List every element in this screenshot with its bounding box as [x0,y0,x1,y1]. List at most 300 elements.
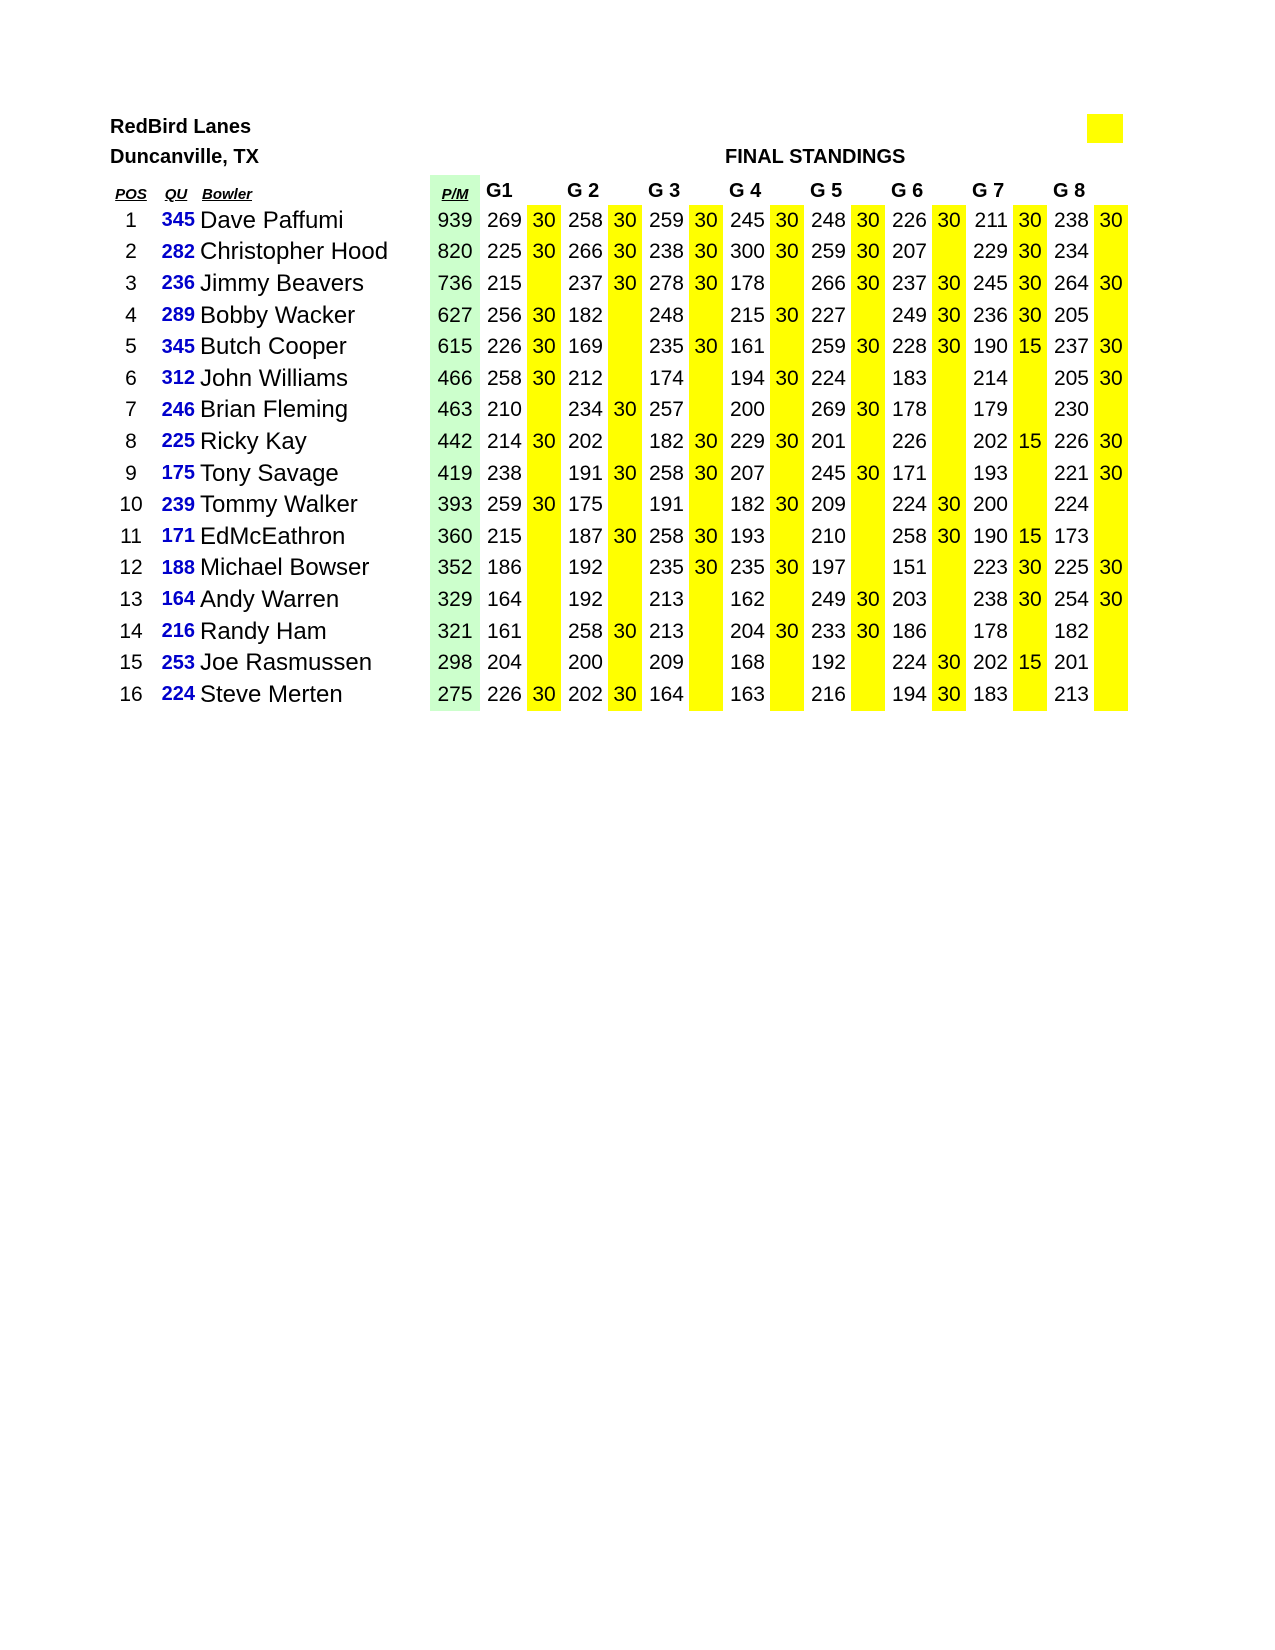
qualifying-cell: 289 [161,304,195,327]
header-row [110,175,1128,205]
game-5-score-cell: 249 [810,587,846,611]
game-8-bonus-cell: 30 [1094,584,1128,616]
table-row [110,268,1128,300]
game-8-score-cell: 182 [1053,619,1089,643]
qualifying-cell: 345 [161,335,195,358]
plus-minus-cell: 736 [430,268,480,300]
game-3-score-cell: 258 [648,461,684,485]
game-8-score-cell: 254 [1053,587,1089,611]
game-5-bonus-cell: 30 [851,458,885,490]
game-8-bonus-cell: 30 [1094,553,1128,585]
game-3-bonus-cell: 30 [689,268,723,300]
game-2-score-cell: 169 [567,335,603,359]
game-5-score-cell: 266 [810,271,846,295]
game-3-bonus-cell [689,647,723,679]
game-2-score-cell: 192 [567,587,603,611]
table-row [110,395,1128,427]
game-3-bonus-cell [689,616,723,648]
game-7-score-cell: 238 [972,587,1008,611]
game-6-bonus-cell [932,553,966,585]
position-cell: 3 [125,271,137,295]
game-7-bonus-cell: 15 [1013,647,1047,679]
game-8-bonus-cell [1094,300,1128,332]
qualifying-cell: 312 [161,367,195,390]
game-3-score-cell: 164 [648,682,684,706]
game-2-bonus-cell [608,300,642,332]
game-5-score-cell: 197 [810,556,846,580]
game-5-score-cell: 227 [810,303,846,327]
qualifying-cell: 239 [161,493,195,516]
game-7-score-cell: 202 [972,651,1008,675]
game-1-score-cell: 215 [486,271,522,295]
game-4-bonus-cell [770,268,804,300]
position-cell: 13 [119,587,143,611]
game-2-score-cell: 187 [567,524,603,548]
col-header-g6: G 6 [891,180,924,202]
qualifying-cell: 282 [161,240,195,263]
game-5-bonus-cell [851,363,885,395]
game-3-score-cell: 259 [648,208,684,232]
game-1-score-cell: 258 [486,366,522,390]
game-8-score-cell: 201 [1053,651,1089,675]
game-5-bonus-cell [851,489,885,521]
game-1-bonus-cell [527,395,561,427]
table-row [110,679,1128,711]
game-7-bonus-cell: 15 [1013,331,1047,363]
game-5-bonus-cell [851,553,885,585]
game-7-score-cell: 179 [972,398,1008,422]
game-5-bonus-cell: 30 [851,205,885,237]
game-6-score-cell: 228 [891,335,927,359]
game-7-score-cell: 245 [972,271,1008,295]
game-1-score-cell: 226 [486,335,522,359]
plus-minus-cell: 298 [430,647,480,679]
game-2-score-cell: 258 [567,619,603,643]
game-1-bonus-cell [527,521,561,553]
game-7-bonus-cell: 15 [1013,426,1047,458]
game-4-bonus-cell: 30 [770,300,804,332]
game-1-score-cell: 215 [486,524,522,548]
game-3-bonus-cell: 30 [689,553,723,585]
game-6-bonus-cell: 30 [932,331,966,363]
game-6-bonus-cell [932,237,966,269]
game-6-score-cell: 203 [891,587,927,611]
game-7-bonus-cell [1013,489,1047,521]
game-5-score-cell: 201 [810,429,846,453]
position-cell: 6 [125,366,137,390]
plus-minus-cell: 627 [430,300,480,332]
game-6-score-cell: 237 [891,271,927,295]
game-5-bonus-cell [851,679,885,711]
game-8-score-cell: 213 [1053,682,1089,706]
game-7-score-cell: 223 [972,556,1008,580]
game-1-bonus-cell: 30 [527,331,561,363]
game-7-score-cell: 202 [972,429,1008,453]
game-8-bonus-cell [1094,521,1128,553]
qualifying-cell: 175 [161,462,195,485]
qualifying-cell: 246 [161,398,195,421]
game-1-bonus-cell: 30 [527,426,561,458]
game-6-score-cell: 226 [891,429,927,453]
game-1-score-cell: 259 [486,493,522,517]
game-7-bonus-cell: 30 [1013,237,1047,269]
game-7-score-cell: 178 [972,619,1008,643]
position-cell: 9 [125,461,137,485]
bowler-name-cell: Joe Rasmussen [200,649,373,677]
game-3-bonus-cell [689,584,723,616]
game-4-bonus-cell: 30 [770,426,804,458]
game-3-score-cell: 191 [648,493,684,517]
game-4-bonus-cell [770,458,804,490]
game-6-score-cell: 183 [891,366,927,390]
game-8-score-cell: 264 [1053,271,1089,295]
table-row [110,489,1128,521]
game-1-bonus-cell [527,584,561,616]
game-7-bonus-cell: 30 [1013,584,1047,616]
game-7-score-cell: 229 [972,240,1008,264]
game-3-score-cell: 235 [648,335,684,359]
game-6-bonus-cell [932,616,966,648]
game-2-bonus-cell [608,331,642,363]
game-6-bonus-cell: 30 [932,300,966,332]
game-1-score-cell: 186 [486,556,522,580]
game-2-bonus-cell [608,553,642,585]
game-4-score-cell: 194 [729,366,765,390]
game-7-bonus-cell [1013,679,1047,711]
game-4-bonus-cell: 30 [770,489,804,521]
bowler-name-cell: Andy Warren [200,585,340,613]
position-cell: 15 [119,651,143,675]
game-1-bonus-cell: 30 [527,363,561,395]
game-7-bonus-cell: 15 [1013,521,1047,553]
game-6-score-cell: 224 [891,651,927,675]
game-4-bonus-cell: 30 [770,205,804,237]
game-3-score-cell: 213 [648,619,684,643]
table-row [110,616,1128,648]
game-5-bonus-cell [851,647,885,679]
game-6-bonus-cell [932,395,966,427]
col-header-g4: G 4 [729,180,762,202]
position-cell: 1 [125,208,137,232]
game-5-score-cell: 248 [810,208,846,232]
game-4-bonus-cell [770,679,804,711]
game-4-score-cell: 229 [729,429,765,453]
game-4-score-cell: 207 [729,461,765,485]
plus-minus-cell: 466 [430,363,480,395]
bowler-name-cell: Butch Cooper [200,333,347,361]
game-2-score-cell: 192 [567,556,603,580]
game-5-score-cell: 245 [810,461,846,485]
game-3-score-cell: 238 [648,240,684,264]
game-8-score-cell: 225 [1053,556,1089,580]
game-8-score-cell: 226 [1053,429,1089,453]
game-3-bonus-cell [689,395,723,427]
game-4-score-cell: 178 [729,271,765,295]
col-header-g5: G 5 [810,180,843,202]
game-1-score-cell: 214 [486,429,522,453]
game-4-score-cell: 163 [729,682,765,706]
table-row [110,237,1128,269]
table-row [110,647,1128,679]
game-8-score-cell: 238 [1053,208,1089,232]
game-5-bonus-cell: 30 [851,237,885,269]
game-6-bonus-cell: 30 [932,647,966,679]
game-7-bonus-cell [1013,458,1047,490]
position-cell: 16 [119,682,143,706]
game-4-score-cell: 235 [729,556,765,580]
bowler-name-cell: Brian Fleming [200,396,349,424]
game-5-bonus-cell: 30 [851,268,885,300]
game-7-bonus-cell [1013,395,1047,427]
game-2-bonus-cell: 30 [608,679,642,711]
game-6-score-cell: 249 [891,303,927,327]
game-2-bonus-cell: 30 [608,237,642,269]
game-5-score-cell: 210 [810,524,846,548]
game-7-score-cell: 190 [972,335,1008,359]
game-4-score-cell: 162 [729,587,765,611]
game-1-bonus-cell [527,647,561,679]
position-cell: 12 [119,556,143,580]
game-5-score-cell: 224 [810,366,846,390]
plus-minus-cell: 321 [430,616,480,648]
game-6-score-cell: 226 [891,208,927,232]
plus-minus-cell: 352 [430,553,480,585]
bowler-name-cell: Randy Ham [200,617,327,645]
bowler-name-cell: Bobby Wacker [200,301,356,329]
game-1-score-cell: 204 [486,651,522,675]
game-5-bonus-cell: 30 [851,616,885,648]
position-cell: 2 [125,240,137,264]
game-3-bonus-cell: 30 [689,331,723,363]
game-3-bonus-cell [689,679,723,711]
game-3-score-cell: 235 [648,556,684,580]
game-2-bonus-cell [608,647,642,679]
game-5-bonus-cell: 30 [851,395,885,427]
position-cell: 10 [119,493,143,517]
game-8-bonus-cell: 30 [1094,363,1128,395]
game-3-bonus-cell: 30 [689,426,723,458]
game-5-score-cell: 216 [810,682,846,706]
position-cell: 8 [125,429,137,453]
qualifying-cell: 216 [161,620,195,643]
bowler-name-cell: Tony Savage [200,459,339,487]
plus-minus-cell: 463 [430,395,480,427]
game-6-bonus-cell: 30 [932,521,966,553]
game-4-bonus-cell [770,331,804,363]
plus-minus-cell: 360 [430,521,480,553]
game-1-bonus-cell: 30 [527,205,561,237]
game-2-score-cell: 212 [567,366,603,390]
standings-table [110,175,1128,711]
col-header-qu: QU [164,186,188,203]
game-4-bonus-cell [770,647,804,679]
game-6-bonus-cell [932,584,966,616]
game-5-bonus-cell: 30 [851,584,885,616]
game-4-score-cell: 193 [729,524,765,548]
game-5-score-cell: 259 [810,335,846,359]
plus-minus-cell: 820 [430,237,480,269]
game-4-bonus-cell [770,521,804,553]
game-7-score-cell: 193 [972,461,1008,485]
game-8-bonus-cell: 30 [1094,268,1128,300]
game-3-score-cell: 174 [648,366,684,390]
game-7-score-cell: 190 [972,524,1008,548]
game-2-score-cell: 175 [567,493,603,517]
game-4-bonus-cell: 30 [770,616,804,648]
game-3-bonus-cell [689,300,723,332]
game-1-score-cell: 226 [486,682,522,706]
game-8-bonus-cell [1094,679,1128,711]
game-7-bonus-cell: 30 [1013,300,1047,332]
plus-minus-cell: 442 [430,426,480,458]
game-1-bonus-cell: 30 [527,489,561,521]
game-2-bonus-cell: 30 [608,268,642,300]
game-8-score-cell: 230 [1053,398,1089,422]
game-1-bonus-cell: 30 [527,300,561,332]
qualifying-cell: 345 [161,209,195,232]
game-7-bonus-cell: 30 [1013,553,1047,585]
game-1-score-cell: 161 [486,619,522,643]
bowler-name-cell: John Williams [200,364,349,392]
venue-location: Duncanville, TX [110,146,259,168]
game-4-score-cell: 161 [729,335,765,359]
game-2-score-cell: 191 [567,461,603,485]
table-row [110,553,1128,585]
bowler-name-cell: EdMcEathron [200,522,346,550]
bowler-name-cell: Jimmy Beavers [200,269,365,297]
plus-minus-cell: 329 [430,584,480,616]
qualifying-cell: 225 [161,430,195,453]
game-5-bonus-cell [851,300,885,332]
game-4-score-cell: 182 [729,493,765,517]
col-header-g1: G1 [486,180,513,202]
game-2-bonus-cell [608,584,642,616]
position-cell: 14 [119,619,143,643]
qualifying-cell: 188 [161,556,195,579]
table-row [110,584,1128,616]
game-1-bonus-cell: 30 [527,237,561,269]
page-title: FINAL STANDINGS [725,146,906,168]
game-4-bonus-cell [770,395,804,427]
game-3-bonus-cell: 30 [689,205,723,237]
game-1-score-cell: 164 [486,587,522,611]
game-1-bonus-cell [527,553,561,585]
game-2-bonus-cell: 30 [608,521,642,553]
game-7-score-cell: 214 [972,366,1008,390]
game-2-bonus-cell [608,426,642,458]
game-3-score-cell: 182 [648,429,684,453]
game-2-score-cell: 266 [567,240,603,264]
table-row [110,426,1128,458]
table-row [110,458,1128,490]
game-6-bonus-cell: 30 [932,205,966,237]
game-6-bonus-cell: 30 [932,268,966,300]
game-6-bonus-cell [932,426,966,458]
game-7-bonus-cell: 30 [1013,268,1047,300]
game-6-score-cell: 186 [891,619,927,643]
game-3-bonus-cell: 30 [689,458,723,490]
game-2-bonus-cell [608,363,642,395]
plus-minus-cell: 615 [430,331,480,363]
qualifying-cell: 224 [161,683,195,706]
game-8-score-cell: 234 [1053,240,1089,264]
game-3-score-cell: 209 [648,651,684,675]
plus-minus-cell: 275 [430,679,480,711]
position-cell: 7 [125,398,137,422]
col-header-bowler: Bowler [202,186,253,203]
game-5-score-cell: 259 [810,240,846,264]
table-row [110,363,1128,395]
plus-minus-cell: 419 [430,458,480,490]
game-4-bonus-cell: 30 [770,553,804,585]
game-6-score-cell: 224 [891,493,927,517]
plus-minus-cell: 393 [430,489,480,521]
game-6-score-cell: 207 [891,240,927,264]
game-3-score-cell: 213 [648,587,684,611]
game-3-score-cell: 248 [648,303,684,327]
game-5-score-cell: 192 [810,651,846,675]
game-8-bonus-cell: 30 [1094,205,1128,237]
game-8-bonus-cell [1094,647,1128,679]
game-5-bonus-cell: 30 [851,331,885,363]
qualifying-cell: 236 [161,272,195,295]
game-7-bonus-cell: 30 [1013,205,1047,237]
game-2-score-cell: 202 [567,429,603,453]
game-2-bonus-cell: 30 [608,458,642,490]
game-6-score-cell: 194 [891,682,927,706]
table-row [110,205,1128,237]
game-4-score-cell: 300 [729,240,765,264]
game-2-bonus-cell: 30 [608,205,642,237]
game-3-score-cell: 278 [648,271,684,295]
game-2-score-cell: 200 [567,651,603,675]
game-1-score-cell: 225 [486,240,522,264]
qualifying-cell: 253 [161,651,195,674]
col-header-g3: G 3 [648,180,681,202]
game-1-bonus-cell [527,458,561,490]
game-8-bonus-cell: 30 [1094,458,1128,490]
game-6-score-cell: 171 [891,461,927,485]
game-1-score-cell: 238 [486,461,522,485]
game-3-score-cell: 258 [648,524,684,548]
game-3-bonus-cell: 30 [689,237,723,269]
col-header-pos: POS [115,186,147,203]
game-4-score-cell: 215 [729,303,765,327]
game-8-bonus-cell [1094,237,1128,269]
game-4-bonus-cell: 30 [770,237,804,269]
game-7-score-cell: 236 [972,303,1008,327]
game-4-score-cell: 204 [729,619,765,643]
game-7-score-cell: 200 [972,493,1008,517]
game-7-bonus-cell [1013,363,1047,395]
game-7-bonus-cell [1013,616,1047,648]
plus-minus-cell: 939 [430,205,480,237]
game-1-score-cell: 256 [486,303,522,327]
game-2-score-cell: 182 [567,303,603,327]
game-5-score-cell: 269 [810,398,846,422]
game-8-bonus-cell [1094,489,1128,521]
bonus-legend-swatch [1087,114,1123,143]
position-cell: 4 [125,303,137,327]
col-header-g7: G 7 [972,180,1005,202]
game-8-score-cell: 237 [1053,335,1089,359]
venue-name: RedBird Lanes [110,116,252,138]
game-1-bonus-cell [527,616,561,648]
game-2-score-cell: 258 [567,208,603,232]
game-8-score-cell: 224 [1053,493,1089,517]
game-2-score-cell: 202 [567,682,603,706]
game-4-bonus-cell: 30 [770,363,804,395]
